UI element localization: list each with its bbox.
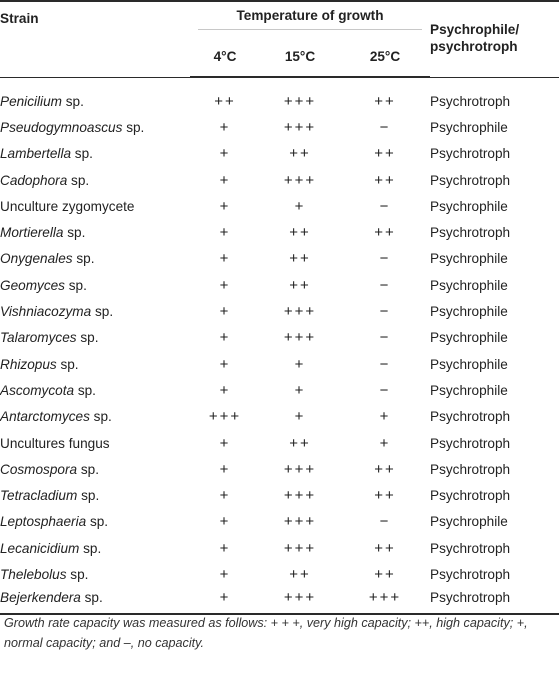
classification-cell: Psychrophile [430, 356, 508, 372]
strain-cell [0, 325, 190, 351]
growth-15c-cell: ++ [289, 224, 311, 242]
classification-cell: Psychrophile [430, 277, 508, 293]
growth-25c-cell: − [379, 197, 391, 215]
table-row [0, 535, 559, 561]
strain-genus: Talaromyces [0, 330, 77, 346]
psychrophile-header [430, 1, 559, 77]
growth-4c-cell: + [219, 118, 231, 136]
strain-genus: Penicilium [0, 93, 62, 109]
growth-25c-cell: ++ [374, 92, 396, 110]
growth-25c-cell: − [379, 329, 391, 347]
table-row [0, 404, 559, 430]
growth-15c-cell: +++ [283, 539, 317, 557]
growth-15c-cell: +++ [283, 118, 317, 136]
strain-genus: Onygenales [0, 251, 73, 267]
table-row [0, 78, 559, 115]
strain-cell [0, 272, 190, 298]
strain-genus: Cosmospora [0, 461, 78, 477]
table-row [0, 351, 559, 377]
growth-15c-cell: + [294, 197, 306, 215]
growth-15c-cell: +++ [283, 513, 317, 531]
strain-suffix: sp. [77, 488, 100, 504]
classification-cell: Psychrotroph [430, 540, 511, 556]
table-header [0, 1, 559, 78]
strain-cell [0, 456, 190, 482]
growth-25c-cell: − [379, 513, 391, 531]
strain-cell [0, 167, 190, 193]
strain-suffix: sp. [74, 382, 96, 398]
growth-4c-cell: + [219, 434, 231, 452]
growth-4c-cell: + [219, 539, 231, 557]
strain-suffix: sp. [89, 409, 112, 425]
strain-suffix: sp. [67, 172, 90, 188]
strain-genus: Geomyces [0, 277, 65, 293]
strain-cell [0, 78, 190, 115]
temp-25-header: 25°C [340, 36, 430, 77]
growth-25c-cell: ++ [374, 145, 396, 163]
growth-25c-cell: ++ [374, 171, 396, 189]
strain-genus: Thelebolus [0, 566, 67, 582]
strain-cell [0, 430, 190, 456]
strain-suffix: sp. [61, 93, 84, 109]
growth-4c-cell: + [219, 303, 231, 321]
table-row [0, 193, 559, 219]
table-row [0, 325, 559, 351]
strain-suffix: sp. [72, 251, 95, 267]
growth-4c-cell: + [190, 588, 260, 614]
strain-cell [0, 377, 190, 403]
classification-cell: Psychrophile [430, 304, 508, 320]
growth-25c-cell: − [379, 250, 391, 268]
growth-15c-cell: +++ [283, 92, 317, 110]
strain-suffix: sp. [56, 356, 79, 372]
growth-4c-cell: + [219, 171, 231, 189]
growth-25c-cell: − [379, 381, 391, 399]
strain-genus: Bejerkendera [0, 589, 81, 605]
growth-15c-cell: ++ [289, 276, 311, 294]
growth-4c-cell: + [219, 250, 231, 268]
classification-cell: Psychrotroph [430, 488, 511, 504]
strain-cell [0, 246, 190, 272]
strain-genus: Lambertella [0, 146, 72, 162]
growth-25c-cell: ++ [374, 539, 396, 557]
strain-genus: Antarctomyces [0, 409, 90, 425]
psychrophile-header-line1: Psychrophile/ [430, 22, 520, 38]
growth-25c-cell: + [379, 408, 391, 426]
strain-suffix: sp. [79, 540, 102, 556]
classification-cell: Psychrotroph [430, 93, 511, 109]
strain-genus: Vishniacozyma [0, 304, 92, 320]
table-row [0, 588, 559, 614]
classification-cell: Psychrophile [430, 514, 508, 530]
growth-4c-cell: + [219, 197, 231, 215]
growth-4c-cell: + [219, 145, 231, 163]
strain-cell [0, 219, 190, 245]
growth-4c-cell: ++ [214, 92, 236, 110]
strain-suffix: sp. [91, 304, 114, 320]
growth-15c-cell: ++ [289, 565, 311, 583]
growth-25c-cell: − [379, 276, 391, 294]
growth-4c-cell: + [219, 513, 231, 531]
strain-suffix: sp. [64, 277, 87, 293]
strain-cell [0, 141, 190, 167]
growth-15c-cell: +++ [283, 303, 317, 321]
strain-suffix: sp. [80, 589, 103, 605]
table-footnote: Growth rate capacity was measured as follows: + + +, very high capacity; ++, high capacity; +, normal capacity; and –, no capacity. [4, 616, 528, 650]
classification-cell: Psychrotroph [430, 146, 511, 162]
table-row [0, 246, 559, 272]
strain-cell [0, 404, 190, 430]
strain-suffix: Unculture zygomycete [0, 198, 135, 214]
growth-25c-cell: − [379, 118, 391, 136]
table-row [0, 430, 559, 456]
header-row-1 [0, 1, 559, 36]
growth-15c-cell: +++ [260, 588, 340, 614]
strain-genus: Mortierella [0, 225, 64, 241]
table-row [0, 561, 559, 587]
classification-cell: Psychrophile [430, 198, 508, 214]
strain-genus: Cadophora [0, 172, 68, 188]
growth-4c-cell: + [219, 276, 231, 294]
classification-cell: Psychrophile [430, 330, 508, 346]
growth-4c-cell: + [219, 355, 231, 373]
strain-cell [0, 561, 190, 587]
growth-4c-cell: + [219, 381, 231, 399]
table-body [0, 78, 559, 614]
strain-genus: Ascomycota [0, 382, 75, 398]
table-row [0, 298, 559, 324]
growth-15c-cell: +++ [283, 329, 317, 347]
growth-15c-cell: +++ [283, 487, 317, 505]
classification-cell: Psychrophile [430, 119, 508, 135]
growth-15c-cell: ++ [289, 250, 311, 268]
growth-25c-cell: − [379, 355, 391, 373]
growth-15c-cell: ++ [289, 434, 311, 452]
strain-suffix: Uncultures fungus [0, 435, 110, 451]
classification-cell: Psychrotroph [430, 409, 511, 425]
classification-cell: Psychrotroph [430, 435, 511, 451]
strain-genus: Tetracladium [0, 488, 78, 504]
strain-header: Strain [0, 1, 190, 77]
temperature-header [190, 1, 430, 36]
growth-25c-cell: + [379, 434, 391, 452]
growth-25c-cell: ++ [374, 565, 396, 583]
table-row [0, 377, 559, 403]
growth-4c-cell: + [219, 224, 231, 242]
growth-15c-cell: +++ [283, 460, 317, 478]
table-row [0, 456, 559, 482]
growth-15c-cell: ++ [289, 145, 311, 163]
strain-suffix: sp. [63, 225, 86, 241]
classification-cell: Psychrophile [430, 251, 508, 267]
temp-15-header: 15°C [260, 36, 340, 77]
classification-cell: Psychrotroph [430, 225, 511, 241]
growth-25c-cell: ++ [374, 460, 396, 478]
growth-15c-cell: + [294, 408, 306, 426]
strain-suffix: sp. [66, 566, 89, 582]
strain-cell [0, 509, 190, 535]
strain-suffix: sp. [122, 119, 145, 135]
growth-15c-cell: +++ [283, 171, 317, 189]
strain-genus: Pseudogymnoascus [0, 119, 123, 135]
table-row [0, 482, 559, 508]
strain-genus: Lecanicidium [0, 540, 80, 556]
table-row [0, 272, 559, 298]
growth-4c-cell: + [219, 565, 231, 583]
strain-suffix: sp. [77, 461, 99, 477]
strain-cell [0, 588, 190, 614]
growth-4c-cell: +++ [208, 408, 242, 426]
growth-25c-cell: ++ [374, 224, 396, 242]
growth-25c-cell: − [379, 303, 391, 321]
strain-cell [0, 298, 190, 324]
psychrophile-header-line2: psychrotroph [430, 39, 518, 55]
strain-cell [0, 482, 190, 508]
strain-suffix: sp. [71, 146, 93, 162]
growth-4c-cell: + [219, 460, 231, 478]
table-row [0, 167, 559, 193]
temp-4-header: 4°C [190, 36, 260, 77]
classification-cell: Psychrotroph [430, 172, 511, 188]
strain-genus: Rhizopus [0, 356, 57, 372]
growth-25c-cell: ++ [374, 487, 396, 505]
strain-cell [0, 351, 190, 377]
growth-15c-cell: + [294, 381, 306, 399]
strain-cell [0, 114, 190, 140]
strain-cell [0, 193, 190, 219]
strain-suffix: sp. [76, 330, 99, 346]
classification-cell: Psychrotroph [430, 566, 511, 582]
strain-genus: Leptosphaeria [0, 514, 87, 530]
table-row [0, 509, 559, 535]
table-row [0, 114, 559, 140]
classification-cell: Psychrophile [430, 382, 508, 398]
strain-cell [0, 535, 190, 561]
growth-15c-cell: + [294, 355, 306, 373]
temperature-header-label: Temperature of growth [198, 8, 422, 30]
growth-4c-cell: + [219, 487, 231, 505]
growth-25c-cell: +++ [340, 588, 430, 614]
table-row [0, 141, 559, 167]
classification-cell: Psychrotroph [430, 588, 559, 614]
classification-cell: Psychrotroph [430, 461, 511, 477]
growth-4c-cell: + [219, 329, 231, 347]
strain-suffix: sp. [86, 514, 109, 530]
table-row [0, 219, 559, 245]
